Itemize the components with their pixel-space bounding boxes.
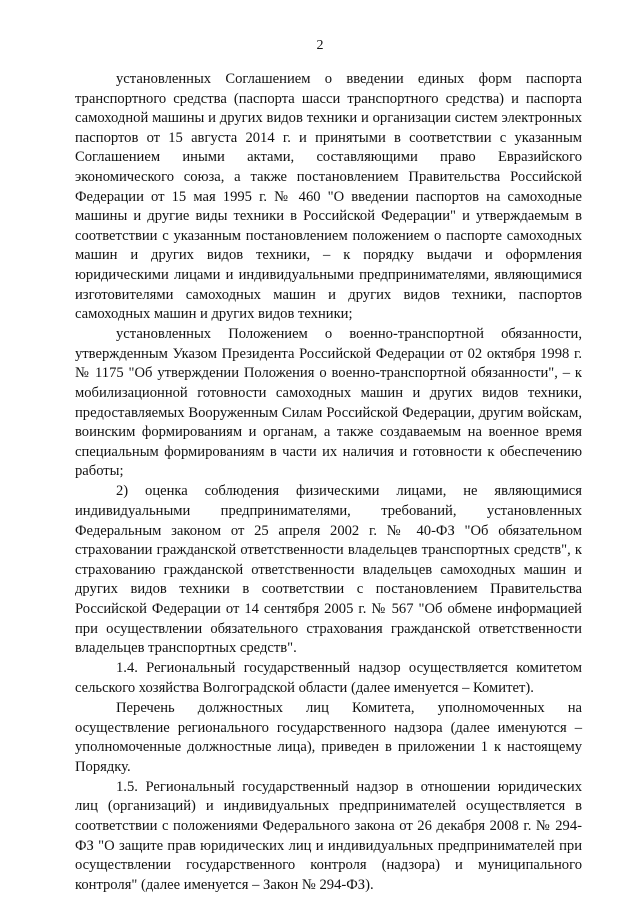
paragraph-insurance-compliance: 2) оценка соблюдения физическими лицами, не являющимися индивидуальными предпринимателями, требований, установленных Федеральным законом от 25 апреля 2002 г. № 40-ФЗ "Об обязательном страховании гражданской ответственности владельцев транспортных средств", к страхованию гражданской ответственности владельцев самоходных машин и других видов техники в соответствии с постановлением Правительства Российской Федерации от 14 сентября 2005 г. № 567 "Об обмене информацией при осуществлении обязательного страхования гражданской ответственности владельцев транспортных средств". xyxy=(75,483,582,657)
paragraph-passport-requirements: установленных Соглашением о введении единых форм паспорта транспортного средства (паспорта шасси транспортного средства) и паспорта самоходной машины и других видов техники и организации систем электронных паспортов от 15 августа 2014 г. и принятыми в соответствии с указанным Соглашением иными актами, составляющими право Евразийского экономического союза, а также постановлением Правительства Российской Федерации от 15 мая 1995 г. № 460 "О введении паспортов на самоходные машины и другие виды техники в Российской Федерации" и утверждаемым в соответствии с указанным постановлением положением о паспорте самоходных машин и других видов техники, – к порядку выдачи и оформления юридическими лицами и индивидуальными предпринимателями, являющимися изготовителями самоходных машин и других видов техники, паспортов самоходных машин и других видов техники; xyxy=(75,71,582,323)
paragraph-section-1-5: 1.5. Региональный государственный надзор в отношении юридических лиц (организаций) и индивидуальных предпринимателей осуществляется в соответствии с положениями Федерального закона от 26 декабря 2008 г. № 294-ФЗ "О защите прав юридических лиц и индивидуальных предпринимателей при осуществлении государственного контроля (надзора) и муниципального контроля" (далее именуется – Закон № 294-ФЗ). xyxy=(75,778,582,893)
paragraph-section-1-4: 1.4. Региональный государственный надзор осуществляется комитетом сельского хозяйства Волгоградской области (далее именуется – Комитет). xyxy=(75,660,582,696)
paragraph-officials-list: Перечень должностных лиц Комитета, уполномоченных на осуществление регионального государственного надзора (далее именуются – уполномоченные должностные лица), приведен в приложении 1 к настоящему Порядку. xyxy=(75,700,582,775)
paragraph-military-transport-duty: установленных Положением о военно-транспортной обязанности, утвержденным Указом Президента Российской Федерации от 02 октября 1998 г. № 1175 "Об утверждении Положения о военно-транспортной обязанности", – к мобилизационной готовности самоходных машин и других видов техники, предоставляемых Вооруженным Силам Российской Федерации, другим войскам, воинским формированиям и органам, а также создаваемым на военное время специальным формированиям в части их наличия и готовности к обеспечению работы; xyxy=(75,326,582,480)
document-body xyxy=(75,70,582,895)
page-number: 2 xyxy=(316,38,324,53)
